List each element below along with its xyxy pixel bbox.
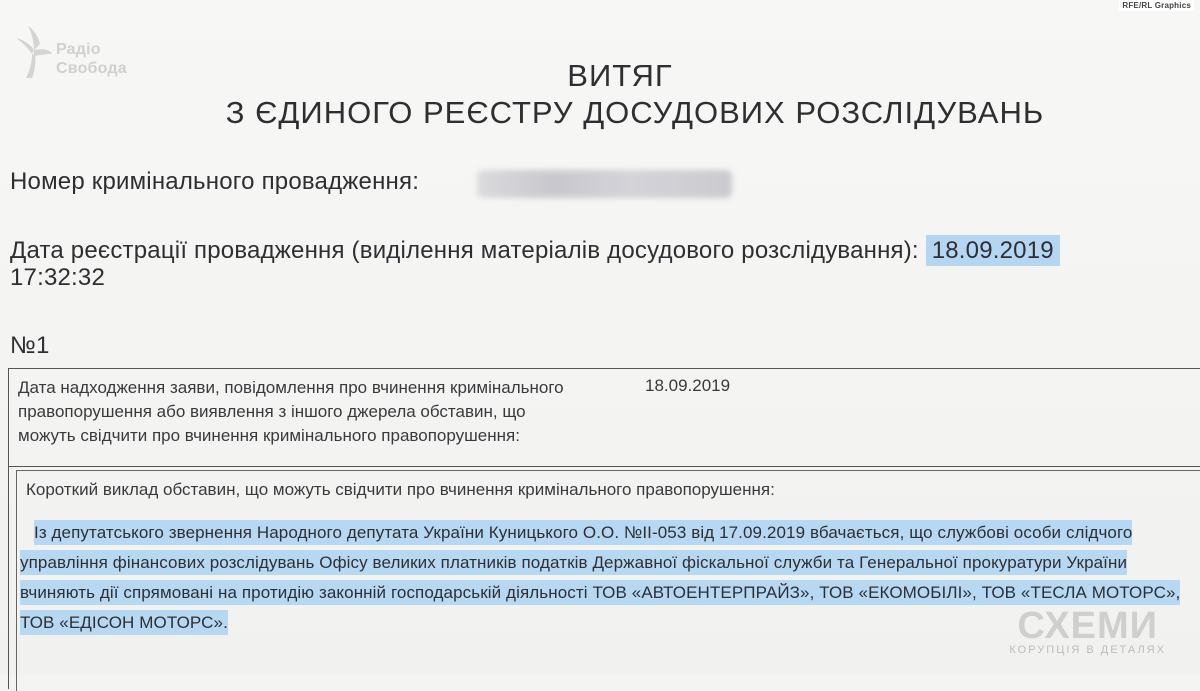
registration-label: Дата реєстрації провадження (виділення матеріалів досудового розслідування):: [10, 237, 919, 264]
table-row-divider: [8, 466, 1200, 467]
section-number: №1: [10, 332, 50, 359]
case-number-label: Номер кримінального провадження:: [10, 168, 420, 195]
graphics-credit: RFE/RL Graphics: [1119, 0, 1194, 11]
registration-time: 17:32:32: [10, 264, 106, 291]
redacted-case-number: [477, 170, 732, 198]
logo-line-2: Свобода: [56, 60, 127, 77]
logo-line-1: Радіо: [56, 41, 101, 58]
watermark-title: СХЕМИ: [1017, 605, 1158, 647]
document-subtitle: З ЄДИНОГО РЕЄСТРУ ДОСУДОВИХ РОЗСЛІДУВАНЬ: [225, 95, 1045, 130]
summary-text: Із депутатського звернення Народного депутата України Куницького О.О. №ІІ-053 від 17.09.2019 вбачається, що службові особи слідчого управління фінансових розслідувань Офісу великих платників податків Державної фіскальної служби та Генеральної прокуратури України вчиняють дії спрямовані на протидію законній господарській діяльності ТОВ «АВТОЕНТЕРПРАЙЗ», ТОВ «ЕКОМОБІЛІ», ТОВ «ТЕСЛА МОТОРС», ТОВ «ЕДІСОН МОТОРС».: [20, 520, 1180, 635]
document-title: ВИТЯГ: [567, 58, 673, 93]
received-date-label: Дата надходження заяви, повідомлення про вчинення кримінального правопорушення або виявлення з іншого джерела обставин, що можуть свідчити про вчинення кримінального правопорушення:: [18, 378, 564, 445]
registration-row: [10, 237, 1060, 265]
watermark-tagline: КОРУПЦІЯ В ДЕТАЛЯХ: [1009, 644, 1166, 656]
skhemy-watermark: [1009, 606, 1166, 656]
registration-date: 18.09.2019: [926, 235, 1060, 266]
received-date-value: 18.09.2019: [645, 376, 731, 395]
summary-label: Короткий виклад обставин, що можуть свідчити про вчинення кримінального правопорушення:: [26, 480, 775, 499]
